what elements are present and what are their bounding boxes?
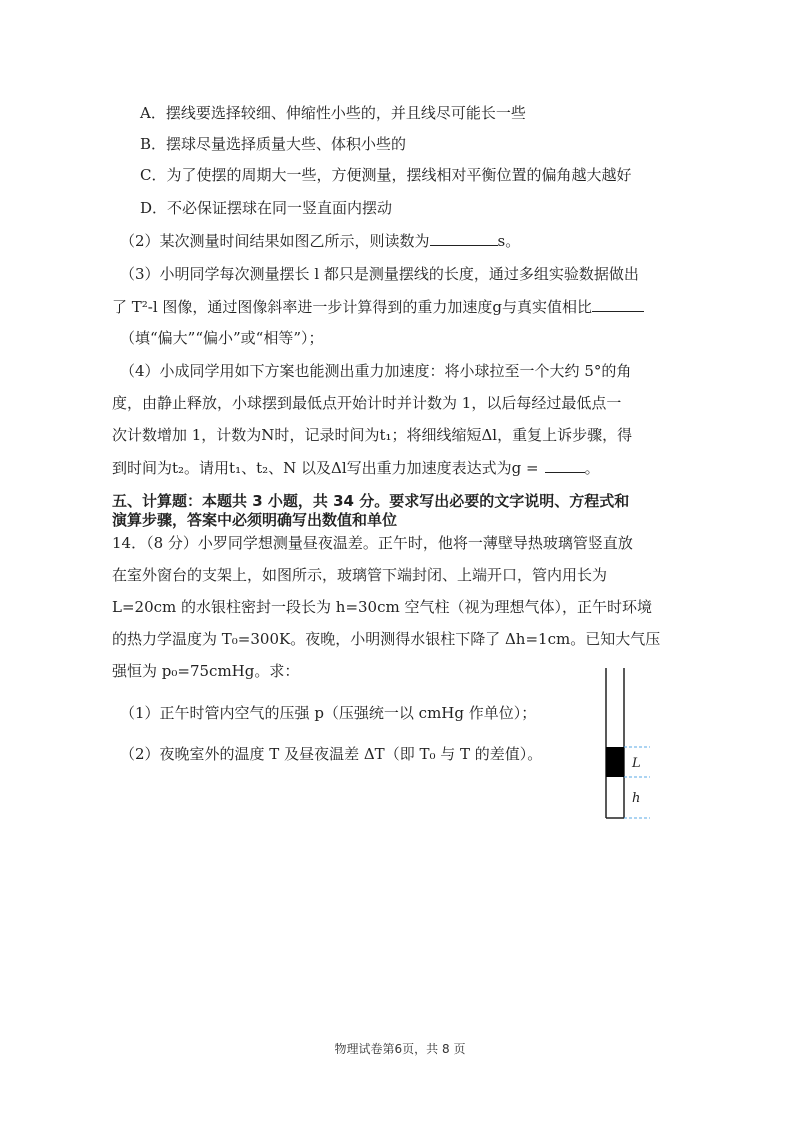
q3-answer-blank <box>592 296 644 312</box>
q4-line-4 <box>112 457 600 478</box>
q4-line-3: 次计数增加 1，计数为N时，记录时间为t₁；将细线缩短Δl，重复上诉步骤，得 <box>112 426 633 444</box>
q4-line-1: （4）小成同学用如下方案也能测出重力加速度：将小球拉至一个大约 5°的角 <box>120 362 632 380</box>
mercury-column <box>606 747 624 777</box>
option-a: A．摆线要选择较细、伸缩性小些的，并且线尽可能长一些 <box>140 104 526 122</box>
q2-unit: s。 <box>497 232 521 250</box>
label-L: L <box>632 756 641 771</box>
page-footer: 物理试卷第6页，共 8 页 <box>334 1042 466 1056</box>
glass-tube-figure <box>580 668 660 828</box>
section-5-heading-line-1: 五、计算题：本题共 3 小题，共 34 分。要求写出必要的文字说明、方程式和 <box>112 492 630 510</box>
q3-line-3: （填“偏大”“偏小”或“相等”）； <box>120 329 324 347</box>
q14-line-2: 在室外窗台的支架上，如图所示，玻璃管下端封闭、上端开口，管内用长为 <box>112 566 608 584</box>
section-5-heading-line-2: 演算步骤，答案中必须明确写出数值和单位 <box>112 511 398 529</box>
q3-line-2-text: 了 T²-l 图像，通过图像斜率进一步计算得到的重力加速度g与真实值相比 <box>112 298 593 316</box>
q2-text: （2）某次测量时间结果如图乙所示，则读数为 <box>120 232 430 250</box>
q14-sub-2: （2）夜晚室外的温度 T 及昼夜温差 ΔT（即 T₀ 与 T 的差值）。 <box>120 745 543 763</box>
q3-line-1: （3）小明同学每次测量摆长 l 都只是测量摆线的长度，通过多组实验数据做出 <box>120 265 639 283</box>
q14-line-4: 的热力学温度为 T₀=300K。夜晚，小明测得水银柱下降了 Δh=1cm。已知大气压 <box>112 630 661 648</box>
q4-answer-blank <box>545 457 585 473</box>
q14-sub-1: （1）正午时管内空气的压强 p（压强统一以 cmHg 作单位）； <box>120 704 537 722</box>
option-c: C．为了使摆的周期大一些，方便测量，摆线相对平衡位置的偏角越大越好 <box>140 166 632 184</box>
q3-line-2 <box>112 296 644 317</box>
q4-line-4-text: 到时间为t₂。请用t₁、t₂、N 以及Δl写出重力加速度表达式为g = <box>112 459 539 477</box>
q4-line-4-end: 。 <box>584 459 600 477</box>
q4-line-2: 度，由静止释放，小球摆到最低点开始计时并计数为 1，以后每经过最低点一 <box>112 394 622 412</box>
q14-line-1: 14．（8 分）小罗同学想测量昼夜温差。正午时，他将一薄壁导热玻璃管竖直放 <box>112 534 633 552</box>
question-2 <box>120 230 520 251</box>
option-d: D．不必保证摆球在同一竖直面内摆动 <box>140 199 393 217</box>
q14-line-5: 强恒为 p₀=75cmHg。求： <box>112 662 300 680</box>
option-b: B．摆球尽量选择质量大些、体积小些的 <box>140 135 407 153</box>
q2-answer-blank <box>430 230 498 246</box>
q14-line-3: L=20cm 的水银柱密封一段长为 h=30cm 空气柱（视为理想气体），正午时环境 <box>112 598 652 616</box>
label-h: h <box>632 791 641 806</box>
